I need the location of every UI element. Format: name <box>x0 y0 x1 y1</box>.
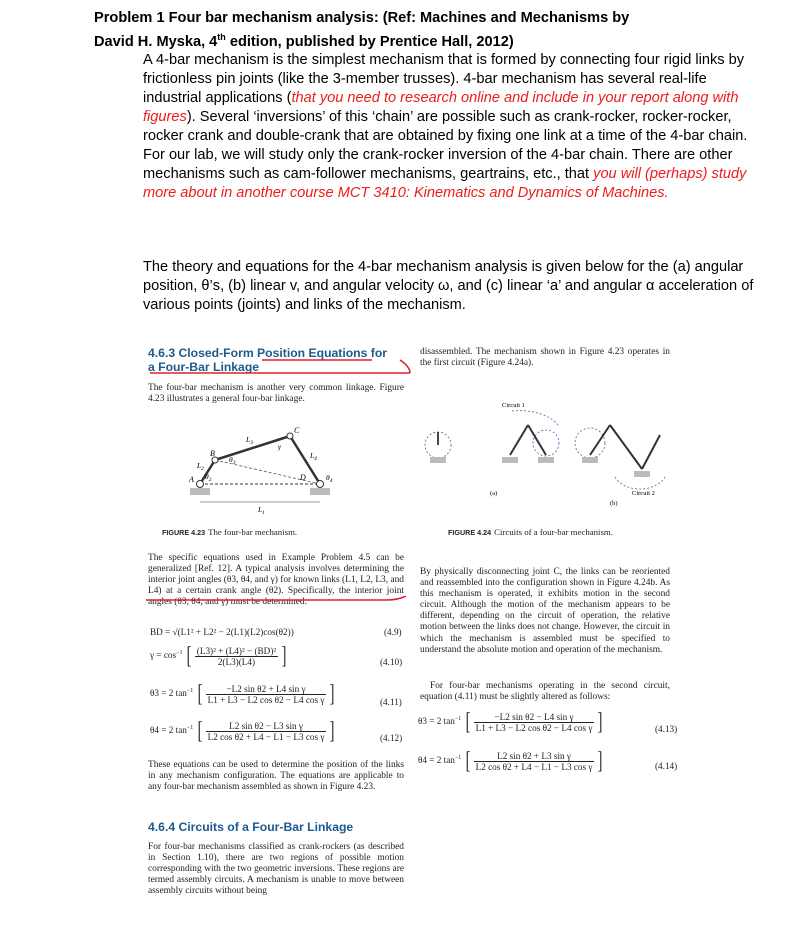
equation-4-13: θ3 = 2 $\tan^{-1}$ [ $\frac{\text{−L2 sin θ2 − L4 sin γ}}{\text{L1 + L3 − L2 cos θ2 − L4 cos γ}}$ ] <box>418 709 603 735</box>
label-l2: $L_2$ <box>197 461 204 472</box>
problem-heading: Problem 1 Four bar mechanism analysis: (Ref: Machines and Mechanisms by David H. Myska, 4th edition, published by Prentice Hall, 2012) <box>94 10 630 50</box>
equation-4-12-number: (4.12) <box>380 733 403 743</box>
label-a: A <box>189 475 194 484</box>
label-circuit-1: Circuit 1 <box>502 402 525 409</box>
equation-4-14-number: (4.14) <box>655 761 678 771</box>
theory-paragraph: The theory and equations for the 4-bar mechanism analysis is given below for the (a) angular position, θ’s, (b) linear v, and angular velocity ω, and (c) linear ‘a’ and angular α acceleration of various points (joints) and links of the mechanism. <box>143 259 754 313</box>
label-c: C <box>294 426 300 435</box>
figure-424-caption: FIGURE 4.24 Circuits of a four-bar mechanism. <box>448 527 613 537</box>
figure-424-circuits-diagram <box>410 395 680 525</box>
course-note: you will (perhaps) study more about in another course MCT 3410: Kinematics and Dynamics of Machines. <box>143 166 747 201</box>
equation-4-9: BD = √(L1² + L2² − 2(L1)(L2)cos(θ2)) <box>150 627 294 637</box>
equation-4-11-number: (4.11) <box>380 697 402 707</box>
label-a-sub: (a) <box>490 490 498 497</box>
equation-4-9-number: (4.9) <box>384 627 402 637</box>
label-b-sub: (b) <box>610 500 618 507</box>
ground-support-a <box>190 488 210 495</box>
figure-423-four-bar-diagram <box>160 418 360 518</box>
label-l4: $L_4$ <box>310 451 317 462</box>
equation-4-11: θ3 = 2 $\tan^{-1}$ [ $\frac{\text{−L2 sin θ2 + L4 sin γ}}{\text{L1 + L3 − L2 cos θ2 − L4 cos γ}}$ ] <box>150 681 335 707</box>
label-b: B <box>210 449 215 458</box>
right-column-top: disassembled. The mechanism shown in Figure 4.23 operates in the first circuit (Figure 4.24a). <box>420 347 670 369</box>
research-note: that you need to research online and include in your report along with figures <box>143 90 739 125</box>
equation-4-10: $\gamma = \cos^{-1}$ [ $\frac{\text{(L3)² + (L4)² − (BD)²}}{2(L3)(L4)}$ ] <box>150 643 287 669</box>
red-underline-2 <box>146 596 408 604</box>
joint-c <box>287 433 293 439</box>
equation-4-10-number: (4.10) <box>380 657 403 667</box>
label-theta3: $\theta_3$ <box>229 455 236 466</box>
label-l3: $L_3$ <box>246 435 253 446</box>
equation-4-12: θ4 = 2 $\tan^{-1}$ [ $\frac{\text{L2 sin θ2 − L3 sin γ}}{\text{L2 cos θ2 + L4 − L1 − L3 cos γ}}$ ] <box>150 718 335 744</box>
right-paragraph-1: By physically disconnecting joint C, the links can be reoriented and reassembled into the configuration shown in Figure 4.24b. As this mechanism is operated, it exhibits motion in the second circuit. Although the motion of the mechanism appears to be different, depending on the circuit of operation, the relative motion between the links does not change. However, the circuit in which the mechanism is assembled must be specified to understand the absolute motion and operation of the mechanism. <box>420 567 670 655</box>
red-underline-annotation <box>150 358 412 376</box>
label-circuit-2: Circuit 2 <box>632 490 655 497</box>
left-paragraph-3: These equations can be used to determine the position of the links in any mechanism configuration. The equations are applicable to any four-bar mechanism assembled as shown in Figure 4.23. <box>148 760 404 793</box>
label-theta2: $\theta_2$ <box>205 472 212 483</box>
section-463-title: 4.6.3 Closed-Form Position Equations for a Four-Bar Linkage <box>148 346 388 374</box>
section-464-title: 4.6.4 Circuits of a Four-Bar Linkage <box>148 820 354 834</box>
joint-d <box>317 481 324 488</box>
label-theta4: $\theta_4$ <box>326 473 333 484</box>
equation-4-13-number: (4.13) <box>655 724 678 734</box>
intro-paragraph: A 4-bar mechanism is the simplest mechanism that is formed by connecting four rigid links by frictionless pin joints (like the 3-member trusses). 4-bar mechanism has several real-life industrial applications (that you need to research online and include in your report along with figures). Several ‘inversions’ of this ‘chain’ are possible such as crank-rocker, rocker-rocker, rocker crank and double-crank that are obtained by fixing one link at a time of the 4-bar chain. For our lab, we will study only the crank-rocker inversion of the 4-bar chain. There are other mechanisms such as cam-follower mechanisms, geartrains, etc., that you will (perhaps) study more about in another course MCT 3410: Kinematics and Dynamics of Machines. <box>143 52 748 201</box>
left-paragraph-2: The specific equations used in Example Problem 4.5 can be generalized [Ref. 12]. A typical analysis involves determining the interior joint angles (θ3, θ4, and γ) for known links (L1, L2, L3, and L4) at a certain crank angle (θ2). Specifically, the interior joint angles (θ3, θ4, and γ) must be determined. <box>148 553 404 608</box>
section-463-intro: The four-bar mechanism is another very common linkage. Figure 4.23 illustrates a general four-bar linkage. <box>148 383 404 405</box>
joint-a <box>197 481 204 488</box>
label-gamma: γ <box>278 442 281 451</box>
right-paragraph-2: For four-bar mechanisms operating in the second circuit, equation (4.11) must be slightly altered as follows: <box>420 681 670 703</box>
label-d: D <box>300 473 306 482</box>
figure-423-caption: FIGURE 4.23 The four-bar mechanism. <box>162 527 298 537</box>
label-l1: $L_1$ <box>258 505 265 516</box>
equation-4-14: θ4 = 2 $\tan^{-1}$ [ $\frac{\text{L2 sin θ2 + L3 sin γ}}{\text{L2 cos θ2 + L4 − L1 − L3 cos γ}}$ ] <box>418 748 603 774</box>
ground-support-d <box>310 488 330 495</box>
circuit1-link <box>510 425 528 455</box>
left-paragraph-4: For four-bar mechanisms classified as crank-rockers (as described in Section 1.10), there are two regions of possible motion corresponding with the two geometric inversions. These regions are termed assembly circuits. A mechanism is unable to move between assembly circuits without being <box>148 842 404 897</box>
